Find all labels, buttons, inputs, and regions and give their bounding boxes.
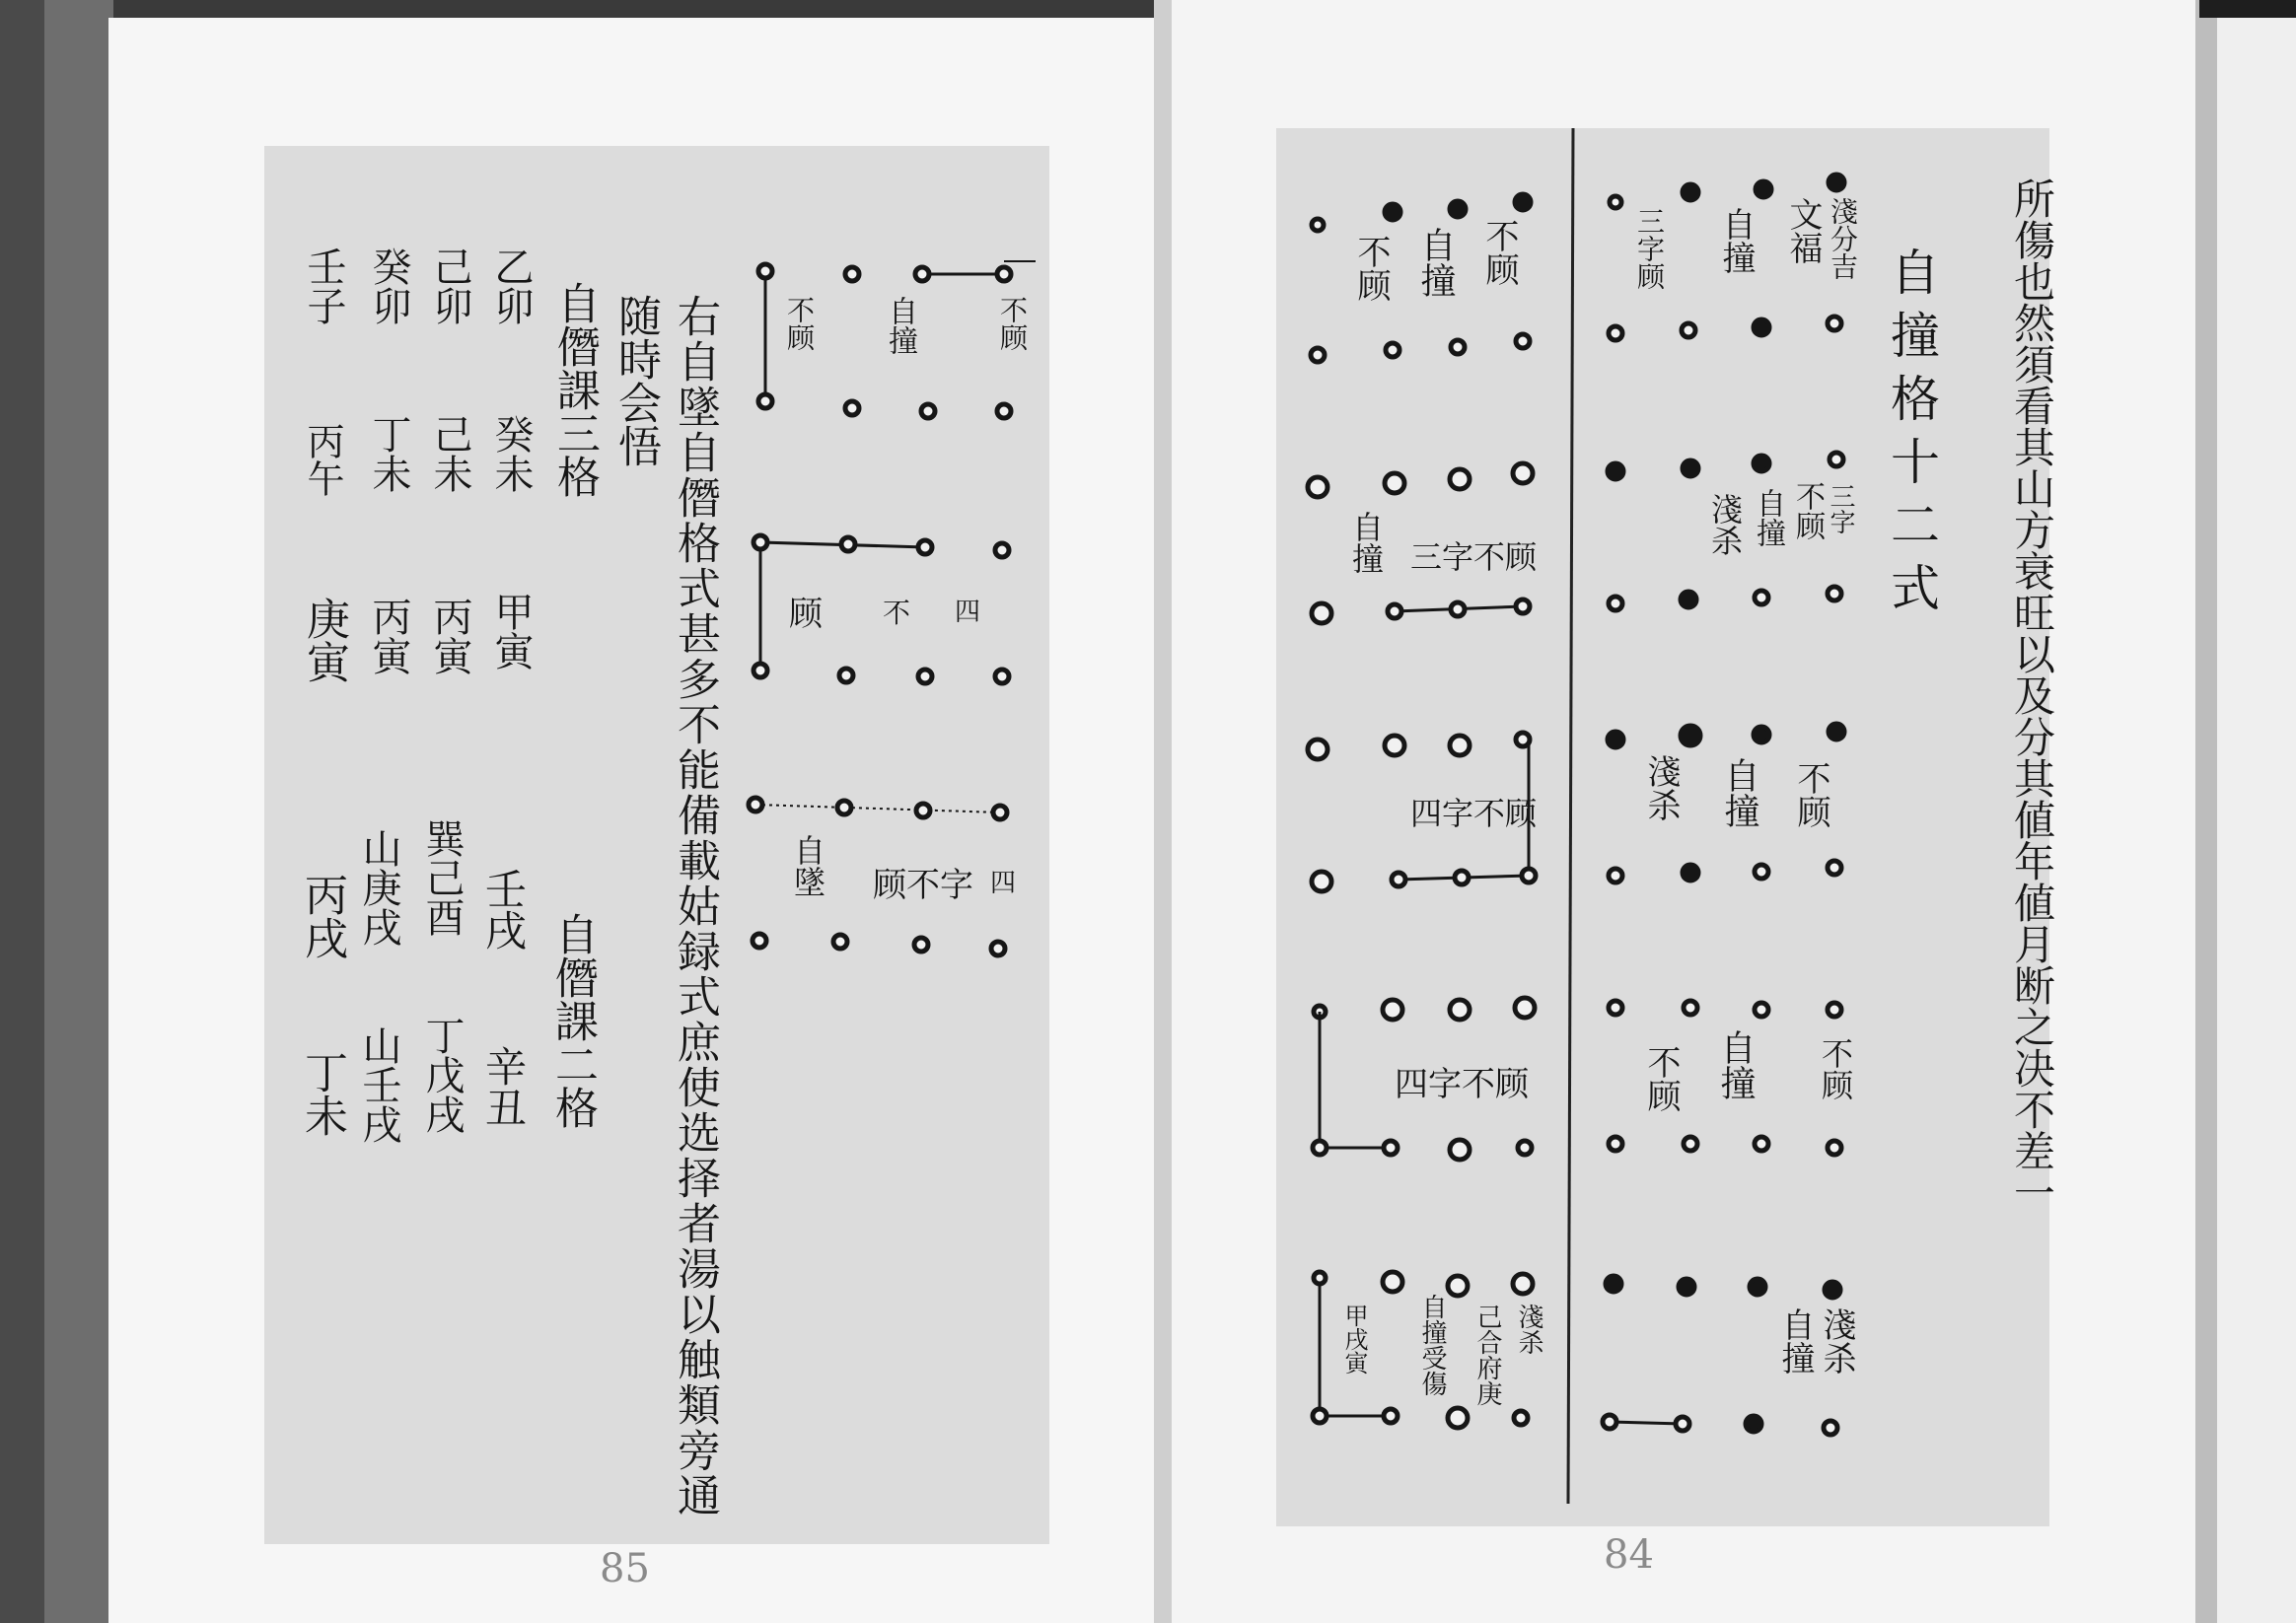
left-col-group-1	[1311, 194, 1531, 362]
two-col-3-line-1: 山庚戌	[356, 828, 401, 947]
r1-label-2: 文福	[1783, 197, 1823, 264]
l1-label-2: 自撞	[1415, 227, 1456, 298]
pattern-col-4-line-3: 庚寅	[299, 597, 349, 683]
r1-label-3: 自撞	[1716, 207, 1756, 274]
left-col-group-3	[1308, 733, 1536, 891]
pattern-col-2-line-1: 己卯	[427, 247, 472, 325]
r3-label-2: 自撞	[1719, 757, 1759, 828]
right-page-number: 84	[1604, 1532, 1654, 1578]
r2-label-1: 三字	[1826, 483, 1855, 534]
left-sub-note: 随時会悟	[610, 294, 661, 467]
left-col-group-5	[1313, 1272, 1533, 1428]
r1-label-4: 三字顾	[1633, 207, 1666, 290]
l1-label-3: 不顾	[1351, 235, 1391, 302]
l2-label-2: 自撞	[1347, 511, 1385, 574]
l1-label-1: 不顾	[1479, 219, 1519, 286]
right-col-group-3	[1608, 724, 1844, 882]
r4-label-2: 自撞	[1715, 1029, 1756, 1100]
pattern-col-4-line-2: 丙午	[301, 422, 344, 497]
r2-label-4: 淺杀	[1706, 493, 1744, 556]
two-col-2-line-2: 丁戊戌	[419, 1016, 465, 1134]
r1-label-1: 淺分吉	[1827, 197, 1859, 280]
l4-label-1: 四字不顾	[1395, 1065, 1529, 1104]
l5-label-4: 甲戌寅	[1340, 1304, 1368, 1375]
ld2-label-2: 不	[883, 597, 911, 629]
r2-label-3: 自撞	[1751, 488, 1785, 547]
l5-label-3: 自撞受傷	[1417, 1294, 1447, 1396]
ld3-label-2: 顾不字	[873, 866, 973, 905]
pattern-col-4-line-1: 壬子	[301, 247, 346, 325]
two-patterns-title: 自僭課二格	[547, 912, 598, 1129]
left-col-group-2	[1308, 463, 1533, 623]
l5-label-1: 淺杀	[1514, 1304, 1543, 1355]
ld1-label-1: 不顾	[996, 296, 1029, 351]
r5-label-2: 自撞	[1775, 1307, 1815, 1375]
r3-label-3: 淺杀	[1641, 754, 1681, 821]
l3-label-1: 四字不顾	[1410, 795, 1538, 832]
l5-label-2: 己合府庚	[1472, 1304, 1502, 1406]
pattern-col-3-line-1: 癸卯	[366, 247, 411, 325]
ld2-label-3: 四	[955, 598, 981, 627]
ld3-label-3: 四	[990, 869, 1017, 898]
left-page-number: 85	[600, 1546, 650, 1591]
right-col-group-5	[1603, 1276, 1840, 1435]
right-title: 自撞格十二式	[1883, 247, 1940, 625]
pattern-col-1-line-3: 甲寅	[488, 592, 534, 670]
ld3-label-1: 自墜	[789, 834, 826, 897]
pattern-col-1-line-2: 癸未	[488, 414, 534, 493]
right-heading-text: 所傷也然須看其山方衰旺以及分其値年値月断之决不差一	[2008, 177, 2056, 1213]
two-col-2-line-1: 巽己酉	[419, 818, 465, 937]
r5-label-1: 淺杀	[1817, 1307, 1856, 1375]
ld1-label-2: 自撞	[883, 296, 917, 355]
pattern-col-3-line-2: 丁未	[366, 414, 411, 493]
right-col-group-4	[1609, 1001, 1841, 1155]
two-col-1-line-1: 壬戌	[479, 868, 528, 951]
two-col-4-line-2: 丁未	[297, 1050, 347, 1137]
right-col-group-1	[1609, 175, 1844, 340]
pattern-col-2-line-3: 丙寅	[427, 597, 472, 675]
two-col-4-line-1: 丙戌	[297, 873, 347, 959]
pattern-col-2-line-2: 己未	[427, 414, 472, 493]
r3-label-1: 不顾	[1791, 761, 1830, 828]
three-patterns-title: 自僭課三格	[549, 281, 600, 498]
two-col-1-line-2: 辛丑	[479, 1045, 528, 1128]
right-col-group-2	[1608, 453, 1843, 610]
r4-label-1: 不顾	[1817, 1037, 1854, 1100]
left-col-group-4	[1313, 998, 1535, 1160]
pattern-col-3-line-3: 丙寅	[366, 597, 411, 675]
two-col-3-line-2: 山壬戌	[356, 1025, 401, 1144]
l2-label-1: 三字不顾	[1410, 538, 1538, 576]
r2-label-2: 不顾	[1790, 481, 1825, 540]
pattern-col-1-line-1: 乙卯	[488, 247, 534, 325]
ld2-label-1: 顾	[789, 595, 823, 634]
ld1-label-3: 不顾	[783, 296, 816, 351]
left-note-text: 右自墜自僭格式甚多不能備載姑録式庶使选择者湯以触類旁通	[670, 294, 720, 1518]
r4-label-3: 不顾	[1641, 1045, 1681, 1112]
